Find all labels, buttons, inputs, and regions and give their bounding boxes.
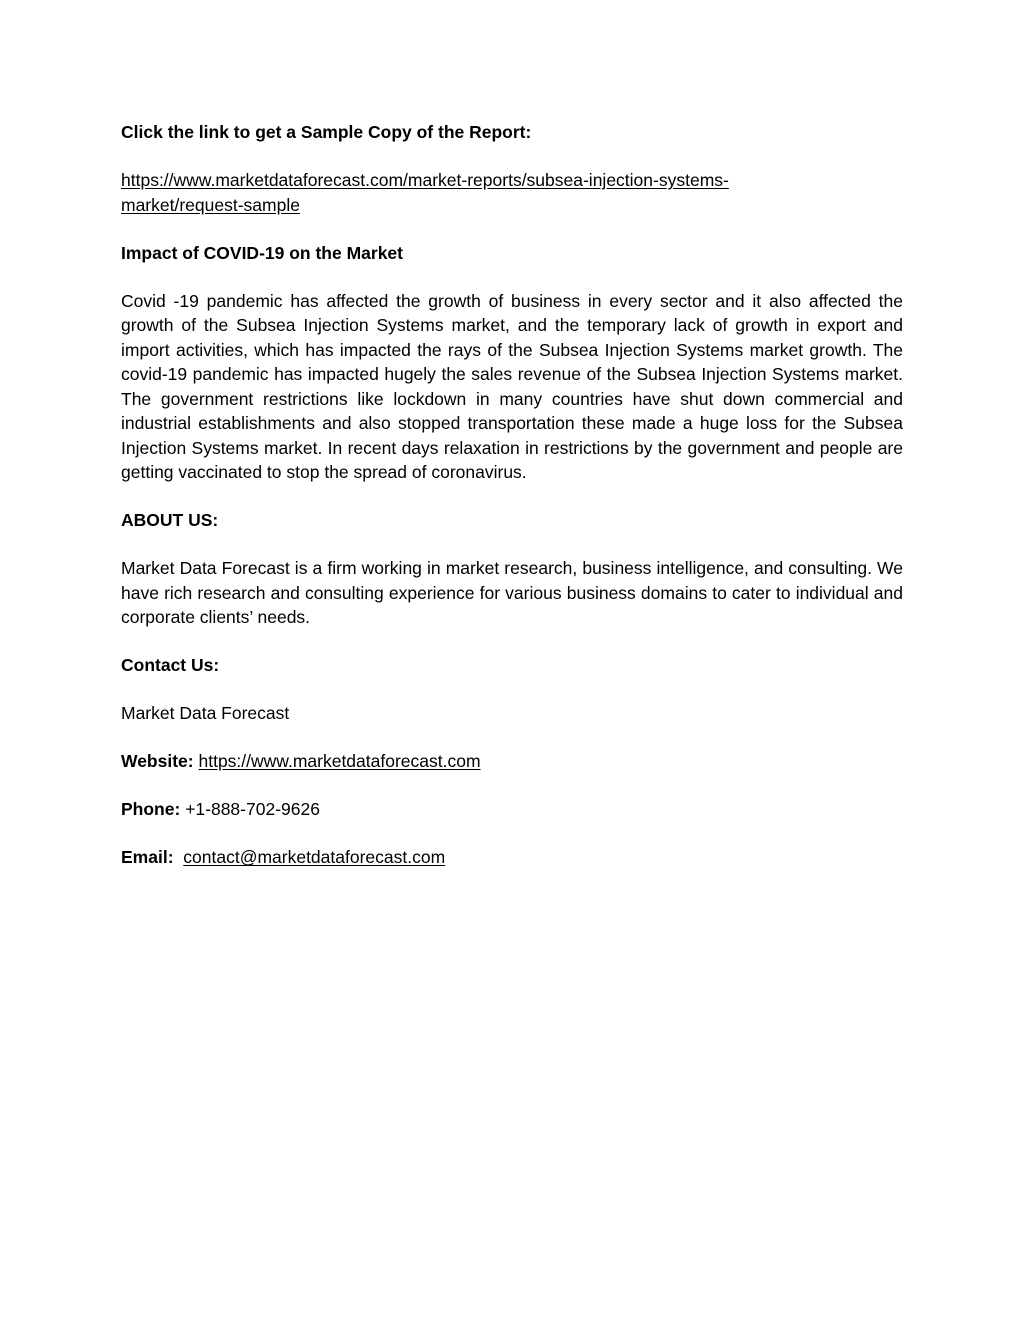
phone-value: +1-888-702-9626 bbox=[185, 799, 320, 819]
covid-paragraph: Covid -19 pandemic has affected the growth of business in every sector and it also affected the growth of the Subsea Injection Systems market, and the temporary lack of growth in export and import activities, which has impacted the rays of the Subsea Injection Systems market growth. The covid-19 pandemic has impacted hugely the sales revenue of the Subsea Injection Systems market. The government restrictions like lockdown in many countries have shut down commercial and industrial establishments and also stopped transportation these made a huge loss for the Subsea Injection Systems market. In recent days relaxation in restrictions by the government and people are getting vaccinated to stop the spread of coronavirus. bbox=[121, 290, 903, 482]
email-link[interactable]: contact@marketdataforecast.com bbox=[183, 847, 446, 867]
email-line bbox=[121, 845, 903, 870]
email-label: Email: bbox=[121, 847, 174, 867]
covid-heading: Impact of COVID-19 on the Market bbox=[121, 242, 403, 263]
sample-link-line2: market/request-sample bbox=[121, 194, 300, 215]
phone-line bbox=[121, 797, 903, 822]
website-label: Website: bbox=[121, 751, 194, 771]
sample-link-line1: https://www.marketdataforecast.com/market-reports/subsea-injection-systems- bbox=[121, 170, 729, 190]
website-link[interactable]: https://www.marketdataforecast.com bbox=[198, 751, 481, 771]
contact-heading: Contact Us: bbox=[121, 655, 220, 675]
sample-link-block bbox=[121, 168, 903, 217]
phone-label: Phone: bbox=[121, 799, 181, 819]
about-paragraph: Market Data Forecast is a firm working in market research, business intelligence, and consulting. We have rich research and consulting experience for various business domains to cater to individual and corporate clients’ needs. bbox=[121, 558, 903, 627]
company-name: Market Data Forecast bbox=[121, 703, 290, 723]
sample-heading: Click the link to get a Sample Copy of the Report: bbox=[121, 122, 532, 142]
website-line bbox=[121, 749, 903, 774]
about-heading: ABOUT US: bbox=[121, 510, 219, 530]
document-page bbox=[121, 120, 903, 893]
sample-request-link[interactable] bbox=[121, 170, 729, 215]
